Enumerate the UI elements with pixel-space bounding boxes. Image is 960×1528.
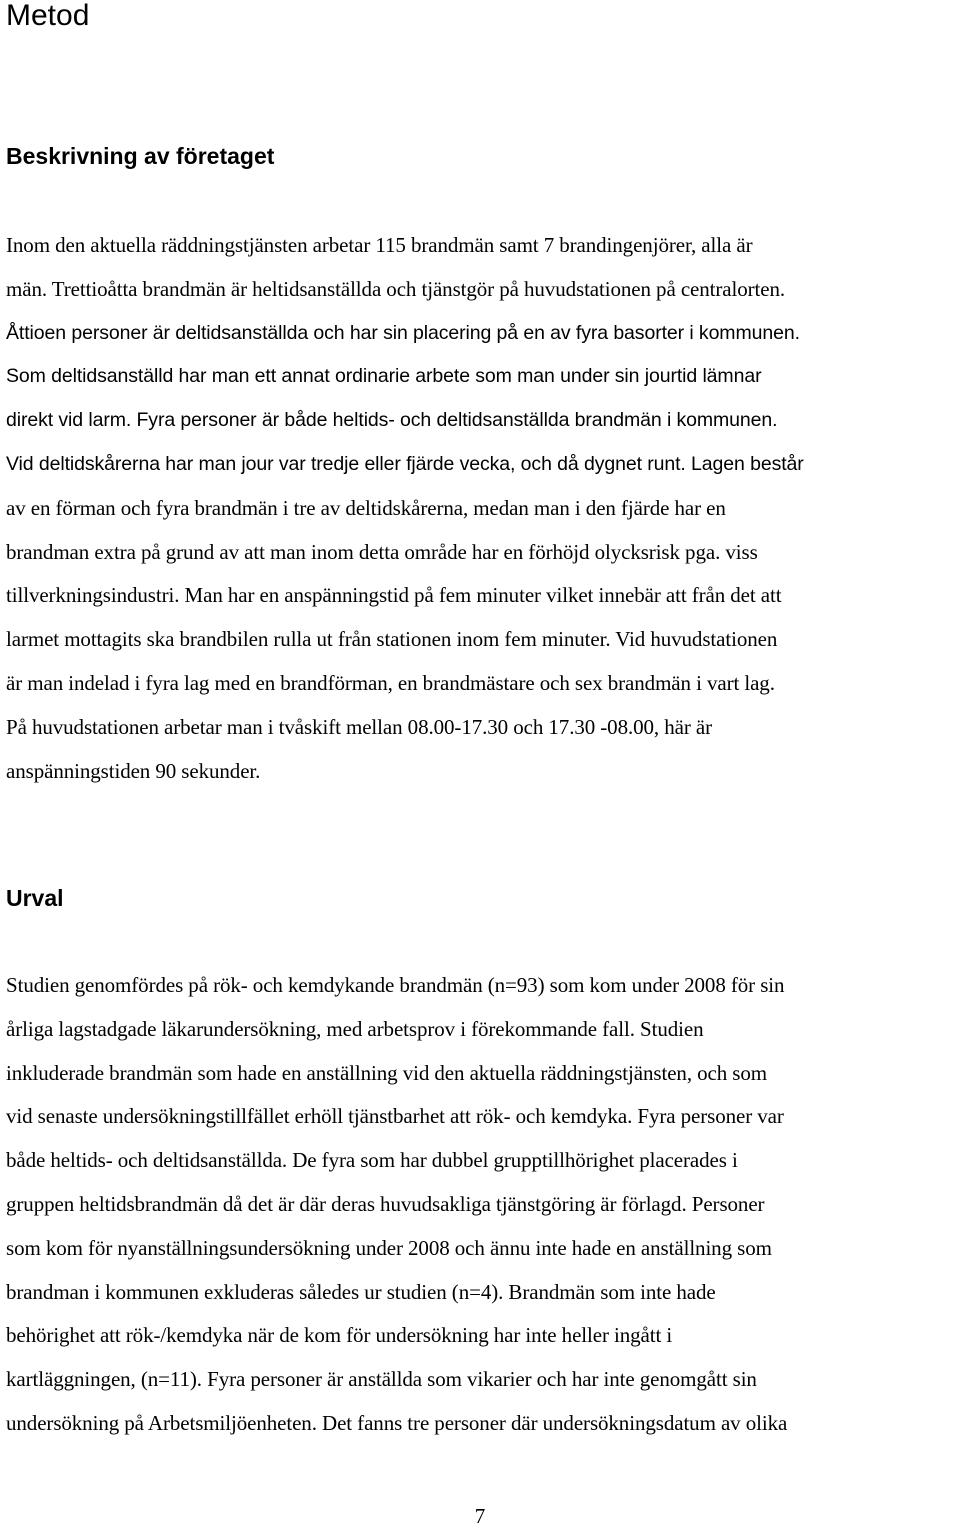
text-line: män. Trettioåtta brandmän är heltidsanställda och tjänstgör på huvudstationen på centralorten. bbox=[6, 276, 786, 301]
text-line: På huvudstationen arbetar man i tvåskift mellan 08.00-17.30 och 17.30 -08.00, här är bbox=[6, 714, 713, 739]
text-line: brandman extra på grund av att man inom detta område har en förhöjd olycksrisk pga. viss bbox=[6, 539, 758, 564]
page-number: 7 bbox=[474, 1504, 486, 1528]
text-line: brandman i kommunen exkluderas således ur studien (n=4). Brandmän som inte hade bbox=[6, 1279, 716, 1304]
text-line: Vid deltidskårerna har man jour var tredje eller fjärde vecka, och då dygnet runt. Lagen består bbox=[6, 452, 804, 475]
paragraph-beskrivning bbox=[6, 224, 804, 793]
text-line: behörighet att rök-/kemdyka när de kom för undersökning har inte heller ingått i bbox=[6, 1323, 673, 1348]
text-line: Åttioen personer är deltidsanställda och har sin placering på en av fyra basorter i kommunen. bbox=[6, 321, 800, 344]
page-title: Metod bbox=[6, 0, 90, 32]
text-line: årliga lagstadgade läkarundersökning, med arbetsprov i förekommande fall. Studien bbox=[6, 1016, 704, 1041]
text-line: inkluderade brandmän som hade en anställning vid den aktuella räddningstjänsten, och som bbox=[6, 1060, 768, 1085]
text-line: Inom den aktuella räddningstjänsten arbetar 115 brandmän samt 7 brandingenjörer, alla är bbox=[6, 233, 753, 257]
text-line: av en förman och fyra brandmän i tre av deltidskårerna, medan man i den fjärde har en bbox=[6, 495, 726, 520]
text-line: Som deltidsanställd har man ett annat ordinarie arbete som man under sin jourtid lämnar bbox=[6, 365, 762, 388]
text-line: anspänningstiden 90 sekunder. bbox=[6, 758, 261, 783]
text-line: Studien genomfördes på rök- och kemdykande brandmän (n=93) som kom under 2008 för sin bbox=[6, 973, 785, 997]
section-heading-beskrivning: Beskrivning av företaget bbox=[6, 143, 275, 169]
text-line: gruppen heltidsbrandmän då det är där deras huvudsakliga tjänstgöring är förlagd. Personer bbox=[6, 1191, 765, 1216]
text-line: tillverkningsindustri. Man har en anspänningstid på fem minuter vilket innebär att från det att bbox=[6, 583, 782, 608]
text-line: både heltids- och deltidsanställda. De fyra som har dubbel grupptillhörighet placerades i bbox=[6, 1148, 738, 1173]
text-line: vid senaste undersökningstillfället erhöll tjänstbarhet att rök- och kemdyka. Fyra personer var bbox=[6, 1104, 784, 1129]
text-line: direkt vid larm. Fyra personer är både heltids- och deltidsanställda brandmän i kommunen. bbox=[6, 409, 778, 432]
paragraph-urval bbox=[6, 964, 787, 1446]
text-line: som kom för nyanställningsundersökning under 2008 och ännu inte hade en anställning som bbox=[6, 1235, 772, 1260]
text-line: larmet mottagits ska brandbilen rulla ut från stationen inom fem minuter. Vid huvudstationen bbox=[6, 627, 778, 652]
text-line: kartläggningen, (n=11). Fyra personer är anställda som vikarier och har inte genomgått sin bbox=[6, 1367, 757, 1392]
text-line: undersökning på Arbetsmiljöenheten. Det fanns tre personer där undersökningsdatum av olika bbox=[6, 1410, 788, 1435]
section-heading-urval: Urval bbox=[6, 885, 64, 911]
text-line: är man indelad i fyra lag med en brandförman, en brandmästare och sex brandmän i vart lag. bbox=[6, 670, 775, 695]
